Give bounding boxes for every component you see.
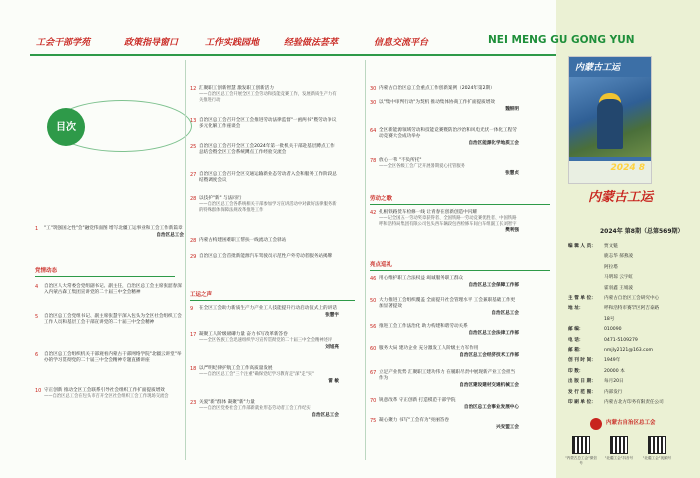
item-title: 自治区总工会召开全区交通运输新业态劳动者入会和服务工作阶段总结暨调度会议	[199, 172, 337, 183]
issue-line: 2024年 第8期（总第569期）	[600, 228, 684, 235]
item-dept: 自治区总工会	[311, 412, 339, 418]
item-title: 以严明纪律护航工会工作高质量发展	[199, 366, 273, 371]
meta-row	[568, 306, 696, 316]
cover-photo	[569, 77, 652, 157]
item-author: 樊利强	[505, 228, 519, 234]
item-author: 张慧贞	[505, 170, 519, 176]
section-heading: 劳动之歌	[370, 196, 393, 202]
item-author: 魏银明	[505, 106, 519, 112]
page-number: 78	[370, 158, 377, 164]
meta-value: 鹿志华 郝燕凌	[604, 254, 634, 260]
union-logo-icon	[590, 418, 602, 430]
section-rule	[190, 300, 355, 301]
item-title: 自治区人大常委会党组副书记、副主任，自治区总工会主席张韶春深入内蒙古森工集团宣讲党的二十届三中全会精神	[44, 284, 182, 295]
item-title: 守正创新 推动全区工会联系引导社会组织工作扩面提质增效	[44, 388, 165, 393]
page-number: 42	[370, 210, 377, 216]
meta-value: 霍羽鑫 王娟波	[604, 285, 634, 291]
meta-row	[568, 400, 696, 410]
meta-value: 内蒙古自治区工会研究中心	[604, 296, 660, 301]
page-number: 27	[190, 172, 197, 178]
page-number: 75	[370, 418, 377, 424]
qr-caption: "北疆工会"视频号	[642, 456, 672, 460]
meta-row	[568, 275, 696, 285]
meta-row	[568, 390, 696, 400]
meta-row	[568, 296, 696, 306]
item-title: 在全区工会助力新质生产力产业工人技能提升行动启动仪式上的讲话	[199, 306, 337, 311]
meta-value: 内蒙古北方印务有限责任公司	[604, 400, 664, 405]
qr-code-icon[interactable]	[572, 436, 590, 454]
page-number: 29	[190, 254, 197, 260]
page-number: 70	[370, 398, 377, 404]
page-number: 60	[370, 346, 377, 352]
tab-info-exchange[interactable]: 信息交流平台	[374, 38, 429, 48]
page-number: 30	[370, 100, 377, 106]
meta-value: 18号	[604, 316, 615, 322]
meta-value: 贾文魁	[604, 244, 618, 249]
meta-row	[568, 244, 696, 254]
tab-experience[interactable]: 经验做法荟萃	[284, 38, 339, 48]
item-title: 内蒙古自治区总工会重点工作创新案例（2024年第2期）	[379, 86, 495, 91]
item-dept: 自治区总工会	[156, 232, 184, 238]
meta-value: 1949年	[604, 358, 621, 364]
item-author: 雷 敏	[328, 378, 339, 384]
page-number: 46	[370, 276, 377, 282]
page-number: 4	[35, 284, 39, 290]
cover-image	[568, 56, 652, 184]
item-dept: 自治区总工会经济技术工作部	[459, 352, 519, 358]
item-dept: 自治区建设建材交通机械工会	[459, 382, 519, 388]
column-divider	[185, 60, 186, 460]
page-number: 23	[190, 400, 197, 406]
page-number: 50	[370, 298, 377, 304]
meta-row	[568, 369, 696, 379]
meta-key: 邮 编：	[568, 327, 584, 333]
meta-value: 每月20日	[604, 379, 624, 385]
item-author: 张慧宇	[325, 312, 339, 318]
page-number: 28	[190, 196, 197, 202]
worker-shape	[597, 99, 623, 149]
item-subtitle: ——自治区总工会"三个注重"确保党纪学习教育走"深"走"实"	[199, 371, 314, 377]
meta-row	[568, 327, 696, 337]
item-title: 自治区总工会党组书记、副主席张慧宇深入包头为全区社会组织工会工作人员和基层工会干部宣讲党的二十届三中全会精神	[44, 314, 182, 325]
meta-row	[568, 317, 696, 327]
meta-key: 印 数：	[568, 368, 584, 374]
page-number: 67	[370, 370, 377, 376]
magazine-title: 内蒙古工运	[588, 190, 654, 205]
item-title: 自治区总工会首批新能源汽车驾驶员示范性户外劳动者服务站揭牌	[199, 254, 333, 259]
meta-value: 010090	[604, 327, 622, 333]
page-number: 25	[190, 144, 197, 150]
section-heading: 工运之声	[190, 292, 213, 298]
item-subtitle: ——自治区总工会各系统相关干部参加学习宣讲活动中对做好法律服务新的特殊群体保障法规改革推进工作	[199, 201, 337, 213]
item-title: 推进工会工作法治化 助力构建和谐劳动关系	[379, 324, 468, 329]
item-title: 内蒙古构建困难职工帮扶一线流动工会驿站	[199, 238, 287, 243]
item-dept: 自治区总工会事业发展中心	[463, 404, 519, 410]
meta-row	[568, 338, 696, 348]
meta-value: 呼和浩特市赛罕区阿吉泰路	[604, 306, 660, 312]
meta-value: 20000 本	[604, 368, 625, 374]
section-rule	[370, 204, 550, 205]
item-subtitle: ——自治区总工会在包头市召开全区社会组织工会工作现场交流会	[44, 393, 169, 399]
cover-issue: 2024 8	[610, 163, 645, 174]
meta-value: 阿拉塔	[604, 264, 618, 270]
page-number: 13	[190, 118, 197, 124]
meta-row	[568, 265, 696, 275]
item-title: 服务大局 建功企业 充分激发工人阶级主力军作用	[379, 346, 479, 351]
item-subtitle: ——自治区党委社会工作部新就业形态劳动者工会工作纪实	[199, 405, 311, 411]
meta-value: 0471-5109279	[604, 337, 638, 343]
column-divider	[365, 60, 366, 460]
page-number: 5	[35, 314, 39, 320]
meta-value: 马明琼 云宇虹	[604, 275, 634, 281]
meta-key: 地 址：	[568, 306, 584, 312]
page-number: 1	[35, 226, 39, 232]
section-heading: 亮点巡礼	[370, 262, 393, 268]
item-dept: 自治区能源化学地质工会	[468, 140, 519, 146]
section-rule	[370, 270, 550, 271]
item-author: 刘旭亮	[325, 344, 339, 350]
qr-caption: "北疆工会"抖音号	[604, 456, 634, 460]
meta-key: 编 辑 人 员：	[568, 244, 596, 249]
brand-title: NEI MENG GU GONG YUN	[488, 34, 635, 46]
page-number: 9	[190, 306, 194, 312]
meta-value: 内部发行	[604, 389, 623, 395]
meta-value: nmjly2121@163.com	[604, 348, 653, 353]
tab-cadre-academy[interactable]: 工会干部学苑	[36, 38, 91, 48]
item-dept: 自治区总工会	[491, 310, 519, 316]
item-title: 凝聚工人阶级磅礴力量 奋力书写改革新答卷	[199, 332, 288, 337]
page-number: 17	[190, 332, 197, 338]
item-subtitle: ——全区各级工会广泛开展暑期爱心托管服务	[379, 163, 465, 169]
item-title: 自治区总工会组织机关干部观看内蒙古干部网络学院"北疆云讲堂"举办的学习贯彻党的二十届三中全会精神专题直播讲座	[44, 352, 182, 363]
header-tabs	[0, 34, 556, 56]
item-title: 自治区总工会召开全区工会推进劳动法律监督"一函两书"暨劳动争议多元化解工作座谈会	[199, 118, 337, 129]
page-number: 6	[35, 352, 39, 358]
page-number: 18	[190, 366, 197, 372]
meta-key: 电 话：	[568, 337, 584, 343]
item-dept: 兴安盟工会	[496, 424, 519, 430]
item-title: 以"集中审判行动"为契机 推动集体协商工作扩面提质增效	[379, 100, 495, 105]
meta-row	[568, 358, 696, 368]
page-number: 12	[190, 86, 197, 92]
item-title: 扎根铁路货车检修一线 让青春在创新创造中闪耀	[379, 210, 477, 215]
item-subtitle: ——全区各族工会迅速组织学习宣传贯彻党的二十届三中全会精神述评	[199, 337, 333, 343]
item-title: 汇聚职工创新智慧 激发职工创新活力	[199, 86, 274, 91]
item-title: 凝心聚力 书写"工会有为"亮丽答卷	[379, 418, 450, 423]
meta-key: 印 刷 单 位：	[568, 400, 596, 405]
item-title: 大力推进工会组织覆盖 全面提升社会管理水平 工会兼职基础工作更加显著提效	[379, 298, 516, 309]
item-title: 锐意改革 守正创新 打造模范干部学院	[379, 398, 456, 403]
org-name: 内蒙古自治区总工会	[606, 420, 656, 426]
page-number: 10	[35, 388, 42, 394]
header-rule	[30, 54, 556, 56]
qr-caption: "内蒙古总工会"微信号	[564, 456, 598, 465]
cover-title: 内蒙古工运	[575, 63, 621, 73]
item-title: 用心维护职工合法权益 竭诚服务职工群众	[379, 276, 464, 281]
toc-title: 目次	[47, 108, 85, 146]
meta-key: 创 刊 时 间：	[568, 358, 596, 364]
page-number: 56	[370, 324, 377, 330]
item-title: 关爱"新"群体 凝聚"新"力量	[199, 400, 255, 405]
item-dept: 自治区总工会法律工作部	[468, 330, 519, 336]
item-title: 立足产业优势 汇聚职工建功伟力 在履职尽责中展现新产业工会担当作为	[379, 370, 516, 381]
meta-key: 邮 箱：	[568, 348, 584, 353]
meta-key: 出 版 日 期：	[568, 379, 596, 385]
item-title: 全区新能源领域劳动和技能竞赛暨防治沙治和风电光伏一体化工程劳动竞赛大会成功举办	[379, 128, 517, 139]
page-number: 64	[370, 128, 377, 134]
meta-key: 发 行 范 围：	[568, 389, 596, 395]
meta-row	[568, 379, 696, 389]
item-title: 放心一苇 "不负所托"	[379, 158, 422, 163]
item-subtitle: ——自治区总工会开展全区工会劳动和技能竞赛工作，发展新质生产力有关推进行动	[199, 91, 337, 103]
item-title: 以技护"新" 与法同行	[199, 196, 242, 201]
qr-code-icon[interactable]	[648, 436, 666, 454]
qr-code-icon[interactable]	[610, 436, 628, 454]
section-rule	[35, 276, 175, 277]
item-dept: 自治区总工会保障工作部	[468, 282, 519, 288]
tab-practice-garden[interactable]: 工作实践园地	[205, 38, 260, 48]
section-heading: 党情动态	[35, 268, 58, 274]
item-title: 自治区总工会召开全区工会2024年第一批机关干部赴基层蹲点工作总结会暨全区工会系统蹲点工作经验交流会	[199, 144, 335, 155]
meta-row	[568, 286, 696, 296]
page-number: 28	[190, 238, 197, 244]
item-subtitle: ——记全国五一劳动奖章获得者、全国铁路一劳动竞赛优胜者、中国铁路呼和浩特局集团有限公司包头西车辆段包西检修车间白车组副工长刘智宇	[379, 215, 517, 227]
meta-row	[568, 348, 696, 358]
page-number: 30	[370, 86, 377, 92]
tab-policy-window[interactable]: 政策指导窗口	[124, 38, 179, 48]
meta-key: 主 管 单 位：	[568, 296, 596, 301]
meta-row	[568, 254, 696, 264]
item-title: "工"筑强国之性"会"融党伟面图 增写北疆工运事业和工会工作新篇章	[44, 226, 183, 231]
